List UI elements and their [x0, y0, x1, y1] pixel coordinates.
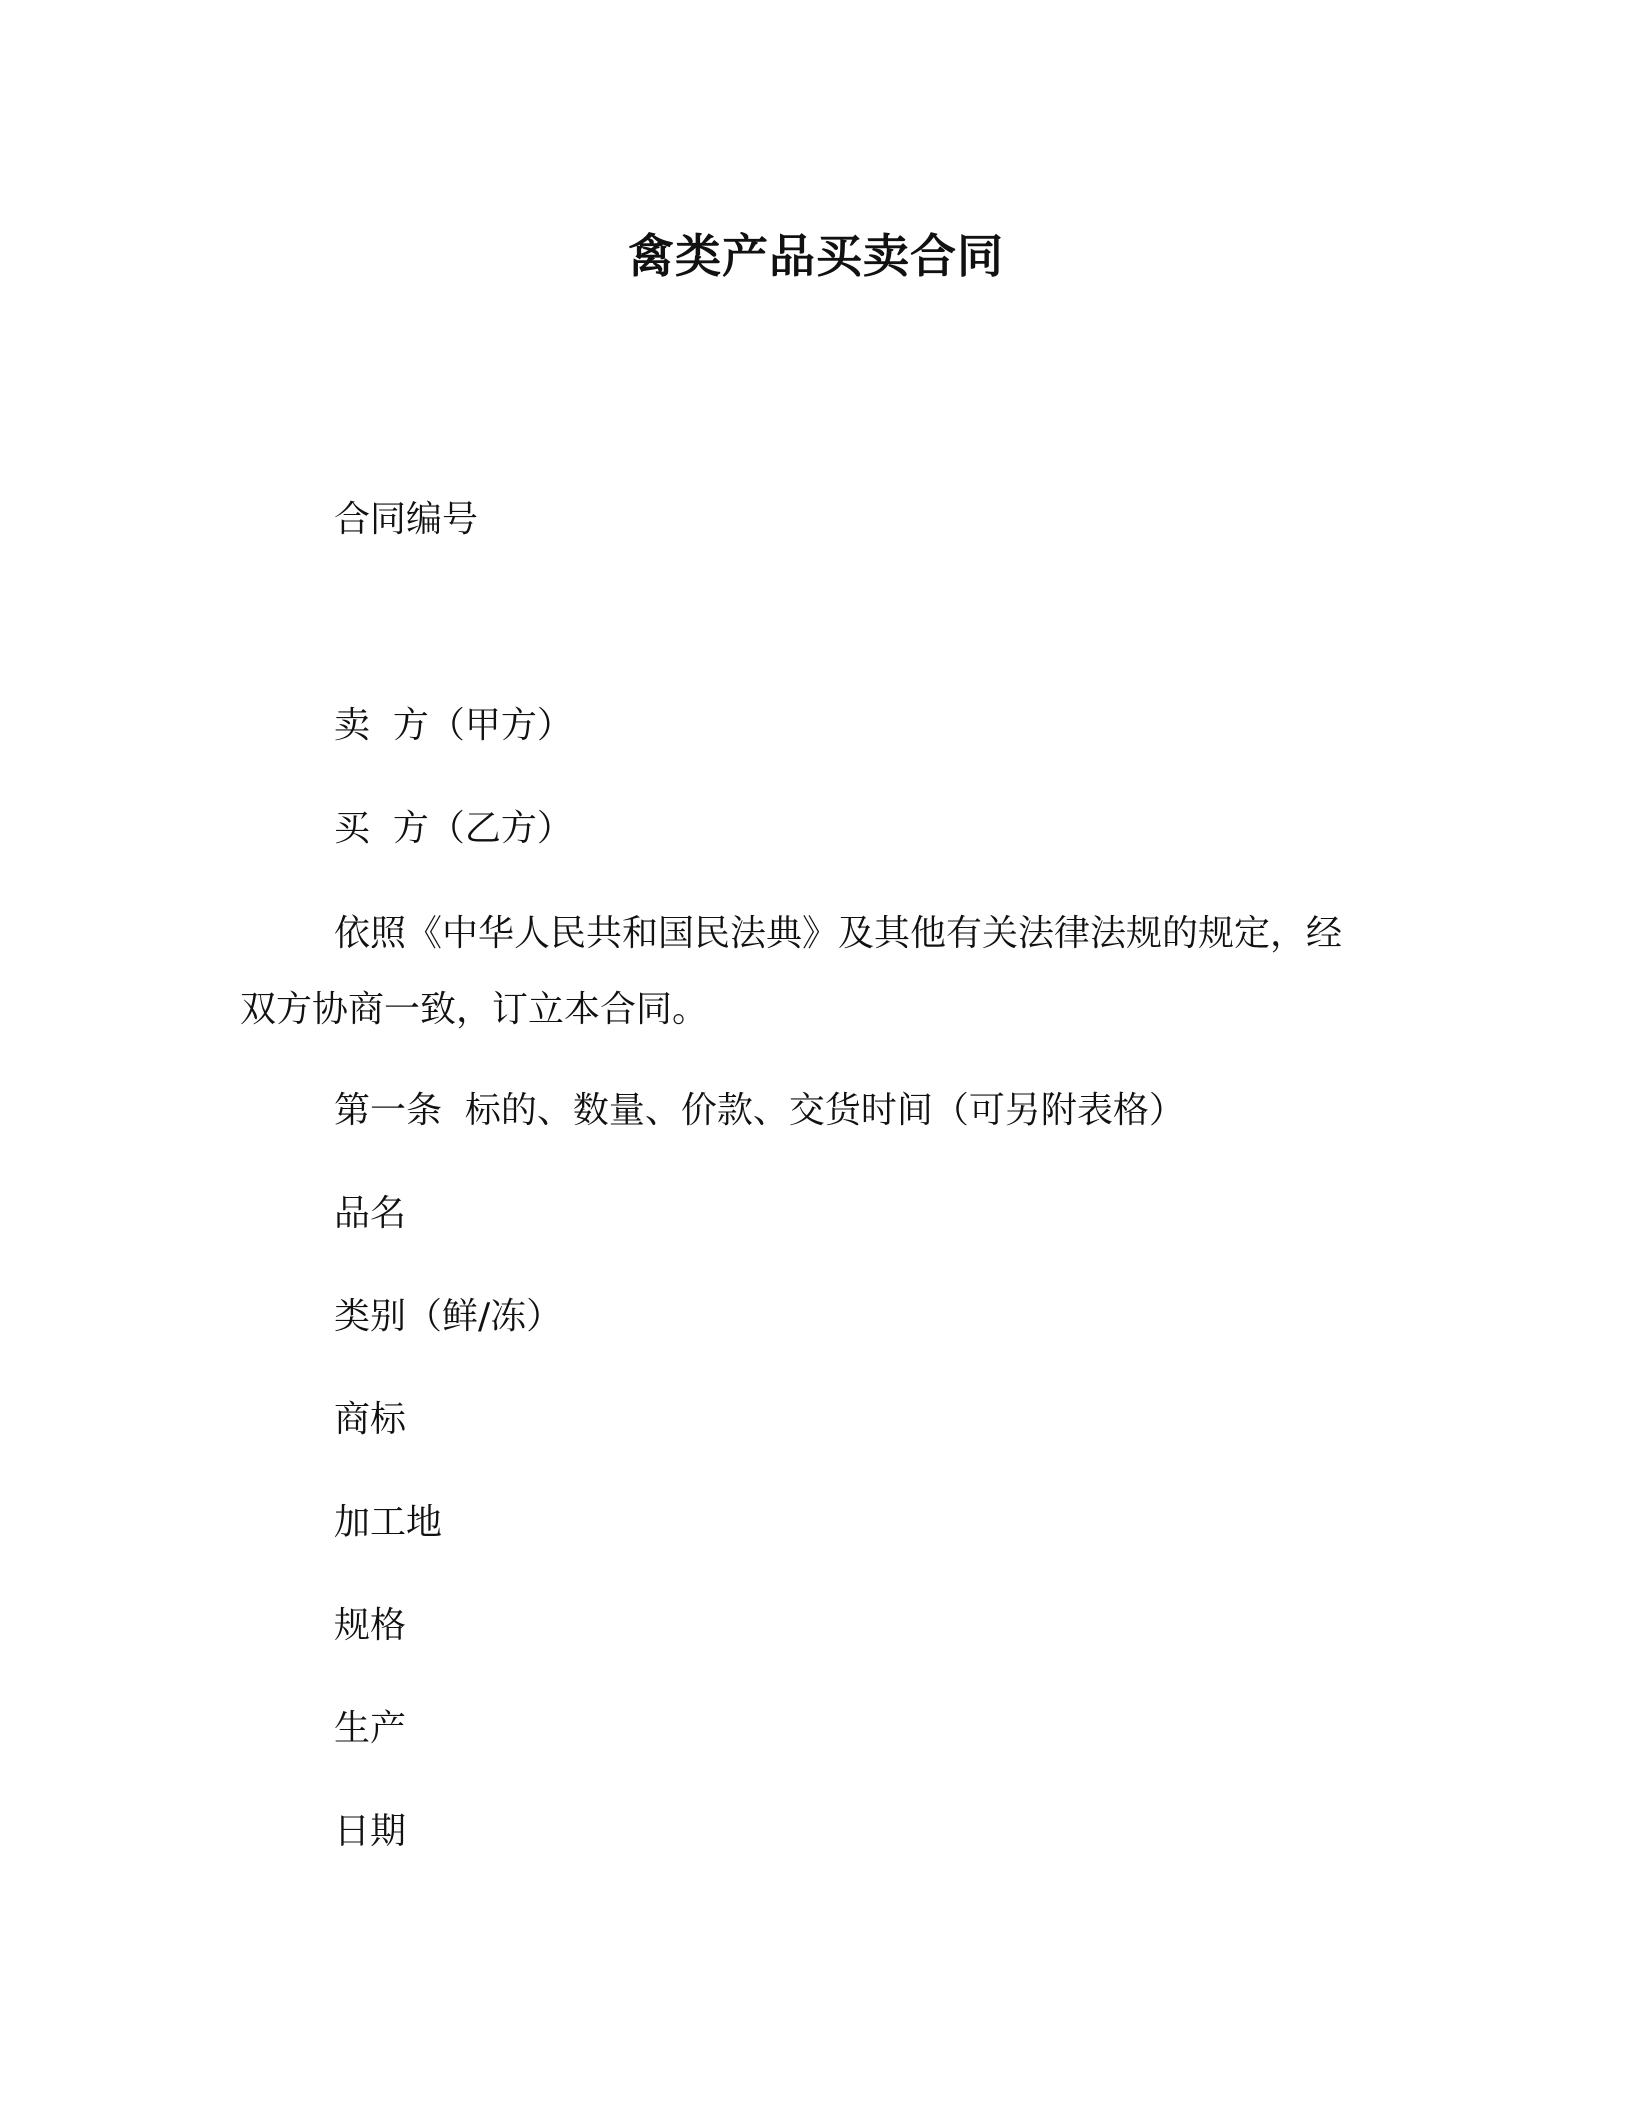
seller-label: 卖 方（甲方） [334, 705, 573, 746]
document-title: 禽类产品买卖合同 [628, 229, 1004, 283]
field-category: 类别（鲜/冻） [334, 1296, 563, 1337]
article-1-heading: 第一条 标的、数量、价款、交货时间（可另附表格） [334, 1090, 1185, 1131]
intro-paragraph [240, 896, 1392, 1048]
intro-line-2: 双方协商一致，订立本合同。 [240, 989, 709, 1030]
field-trademark: 商标 [334, 1399, 407, 1440]
field-date: 日期 [334, 1811, 407, 1852]
field-product-name: 品名 [334, 1193, 407, 1234]
field-specification: 规格 [334, 1605, 407, 1646]
buyer-label: 买 方（乙方） [334, 808, 573, 849]
contract-number-label: 合同编号 [334, 499, 479, 540]
field-processing-place: 加工地 [334, 1502, 443, 1543]
intro-line-1: 依照《中华人民共和国民法典》及其他有关法律法规的规定，经 [334, 913, 1343, 954]
field-production: 生产 [334, 1708, 407, 1749]
